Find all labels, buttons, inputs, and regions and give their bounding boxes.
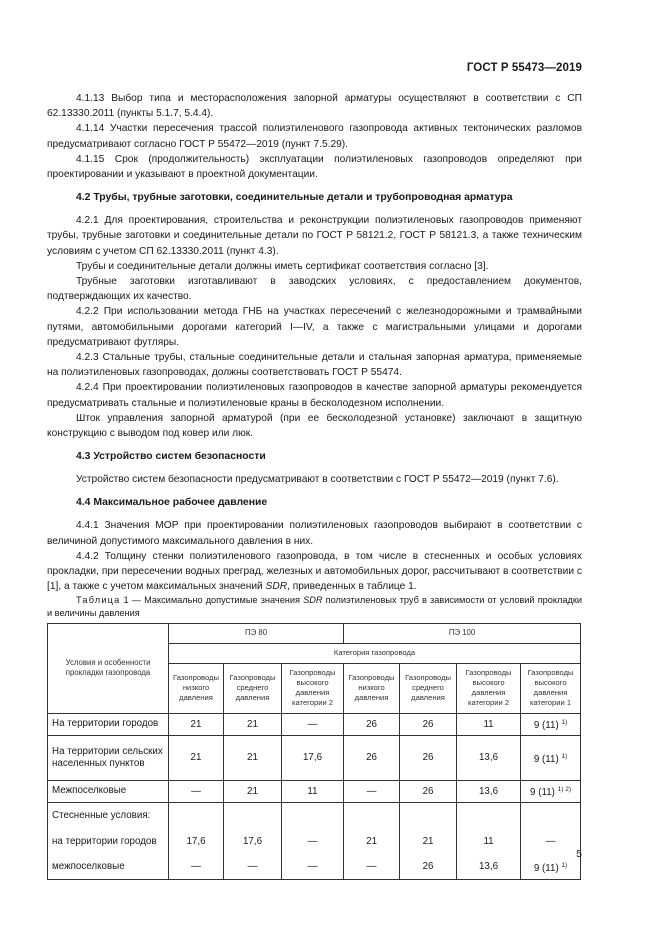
table-cell: 11 bbox=[457, 713, 521, 735]
table-cell: — bbox=[521, 829, 581, 855]
row-label: Межпоселковые bbox=[48, 780, 169, 802]
group-header-pe80: ПЭ 80 bbox=[169, 623, 344, 643]
paragraph: 4.1.14 Участки пересечения трассой полиэтиленового газопровода активных тектонических разломов предусматривают согласно ГОСТ Р 55472—2019 (пункт 7.5.29). bbox=[47, 123, 582, 150]
table-row bbox=[48, 780, 581, 802]
footnote-ref: 1) bbox=[561, 861, 568, 869]
table-cell: 26 bbox=[400, 780, 457, 802]
table-cell: 17,6 bbox=[282, 735, 344, 780]
paragraph: 4.2.4 При проектировании полиэтиленовых газопроводов в качестве запорной арматуры рекомендуется предусматривать стальные и полиэтиленовые краны в бесколодезном исполнении. bbox=[47, 382, 582, 409]
section-heading-4-4: 4.4 Максимальное рабочее давление bbox=[76, 497, 268, 509]
category-header: Категория газопровода bbox=[169, 643, 581, 663]
paragraph: 4.2.1 Для проектирования, строительства и реконструкции полиэтиленовых газопроводов применяют трубы, трубные заготовки и соединительные детали по ГОСТ Р 58121.2, ГОСТ Р 58121.3, а также техническим условиям с учетом СП 62.13330.2011 (пункт 4.3). bbox=[47, 215, 582, 257]
table-cell: — bbox=[344, 855, 400, 880]
table-cell: — bbox=[282, 829, 344, 855]
table-cell bbox=[457, 802, 521, 829]
table-cell: 13,6 bbox=[457, 780, 521, 802]
footnote-ref: 1) 2) bbox=[557, 786, 572, 794]
paragraph: Трубы и соединительные детали должны иметь сертификат соответствия согласно [3]. bbox=[76, 260, 489, 272]
table-cell bbox=[521, 735, 581, 780]
column-header: Газопроводы низкого давления bbox=[169, 663, 224, 713]
table-cell: 21 bbox=[400, 829, 457, 855]
table-cell: 13,6 bbox=[457, 735, 521, 780]
footnote-ref: 1) bbox=[561, 752, 568, 760]
table-cell: 13,6 bbox=[457, 855, 521, 880]
table-cell: — bbox=[169, 855, 224, 880]
column-header: Газопроводы высокого давления категории 2 bbox=[457, 663, 521, 713]
table-row bbox=[48, 735, 581, 780]
table-cell bbox=[169, 802, 224, 829]
table-cell: — bbox=[344, 780, 400, 802]
table-cell: 26 bbox=[344, 713, 400, 735]
table-row bbox=[48, 802, 581, 829]
paragraph: 4.2.3 Стальные трубы, стальные соединительные детали и стальная запорная арматура, применяемые на полиэтиленовых газопроводах, должны соответствовать ГОСТ Р 55474. bbox=[47, 352, 582, 379]
document-header: ГОСТ Р 55473—2019 bbox=[466, 62, 582, 74]
cell-value: 9 (11) bbox=[530, 787, 555, 799]
table-cell: 21 bbox=[224, 780, 282, 802]
row-label: На территории городов bbox=[48, 713, 169, 735]
table-caption bbox=[47, 594, 582, 619]
paragraph-text: , приведенных в таблице 1. bbox=[287, 581, 417, 593]
column-header: Газопроводы среднего давления bbox=[224, 663, 282, 713]
group-header-pe100: ПЭ 100 bbox=[344, 623, 581, 643]
table-cell bbox=[521, 780, 581, 802]
section-heading-4-2: 4.2 Трубы, трубные заготовки, соединительные детали и трубопроводная арматура bbox=[76, 192, 513, 204]
sdr-term: SDR bbox=[303, 595, 323, 606]
table-caption-label: Таблица bbox=[76, 595, 121, 606]
table-caption-text: 1 — Максимально допустимые значения bbox=[120, 595, 304, 606]
table-cell bbox=[400, 802, 457, 829]
table-cell: 17,6 bbox=[169, 829, 224, 855]
table-cell: 26 bbox=[344, 735, 400, 780]
table-caption-text: полиэтиленовых труб в зависимости от условий прокладки и величины давления bbox=[47, 595, 582, 619]
table-cell: 21 bbox=[169, 713, 224, 735]
table-cell: — bbox=[224, 855, 282, 880]
table-cell: — bbox=[282, 713, 344, 735]
table-cell: 26 bbox=[400, 713, 457, 735]
sdr-term: SDR bbox=[265, 581, 288, 593]
row-label: на территории городов bbox=[48, 829, 169, 855]
paragraph-text: 4.4.2 Толщину стенки полиэтиленового газопровода, в том числе в стесненных и особых условиях прокладки, при пересечении водных преград, железных и автомобильных дорог, рассчитывают в соответствии с [1], а также с учетом максимальных значений bbox=[47, 550, 582, 593]
row-header: Условия и особенности прокладки газопровода bbox=[48, 623, 169, 713]
footnote-ref: 1) bbox=[561, 719, 568, 727]
table-cell bbox=[282, 802, 344, 829]
table-cell: — bbox=[282, 855, 344, 880]
paragraph: 4.1.15 Срок (продолжительность) эксплуатации полиэтиленовых газопроводов определяют при проектировании и указывают в проектной документации. bbox=[47, 153, 582, 181]
table-row bbox=[48, 855, 581, 880]
page-number: 5 bbox=[576, 848, 582, 860]
table-cell: 21 bbox=[169, 735, 224, 780]
table-cell: 17,6 bbox=[224, 829, 282, 855]
row-label: На территории сельских населенных пунктов bbox=[48, 735, 169, 780]
paragraph: 4.2.2 При использовании метода ГНБ на участках пересечений с железнодорожными и трамвайными путями, автомобильными дорогами категорий I—IV, а также с магистральными улицами и дорогами предусматривают футляры. bbox=[47, 306, 582, 348]
table-cell: 26 bbox=[400, 855, 457, 880]
paragraph: Устройство систем безопасности предусматривают в соответствии с ГОСТ Р 55472—2019 (пункт 7.6). bbox=[76, 474, 559, 486]
table-cell bbox=[521, 855, 581, 880]
table-cell: — bbox=[169, 780, 224, 802]
paragraph bbox=[47, 549, 582, 595]
paragraph: 4.1.13 Выбор типа и месторасположения запорной арматуры осуществляют в соответствии с СП 62.13330.2011 (пункты 5.1.7, 5.4.4). bbox=[47, 93, 582, 120]
table-row bbox=[48, 713, 581, 735]
column-header: Газопроводы высокого давления категории 1 bbox=[521, 663, 581, 713]
table-cell bbox=[224, 802, 282, 829]
table-cell bbox=[344, 802, 400, 829]
table-cell: 11 bbox=[457, 829, 521, 855]
column-header: Газопроводы низкого давления bbox=[344, 663, 400, 713]
paragraph: 4.4.1 Значения МОР при проектировании полиэтиленовых газопроводов выбирают в соответствии с величиной допустимого максимального давления в них. bbox=[47, 520, 582, 547]
table-cell bbox=[521, 802, 581, 829]
cell-value: 9 (11) bbox=[533, 753, 559, 765]
section-heading-4-3: 4.3 Устройство систем безопасности bbox=[76, 451, 266, 463]
table-cell: 21 bbox=[224, 713, 282, 735]
table-cell: 11 bbox=[282, 780, 344, 802]
row-label: Стесненные условия: bbox=[48, 802, 169, 829]
column-header: Газопроводы среднего давления bbox=[400, 663, 457, 713]
column-header: Газопроводы высокого давления категории 2 bbox=[282, 663, 344, 713]
paragraph: Шток управления запорной арматурой (при ее бесколодезной установке) заключают в защитную конструкцию с выводом под ковер или люк. bbox=[47, 412, 582, 440]
row-label: межпоселковые bbox=[48, 855, 169, 880]
table-cell: 21 bbox=[344, 829, 400, 855]
table-cell: 21 bbox=[224, 735, 282, 780]
sdr-table bbox=[47, 623, 581, 880]
page-content bbox=[47, 91, 582, 880]
table-row bbox=[48, 829, 581, 855]
table-cell bbox=[521, 713, 581, 735]
table-cell: 26 bbox=[400, 735, 457, 780]
cell-value: 9 (11) bbox=[533, 862, 559, 874]
paragraph: Трубные заготовки изготавливают в заводских условиях, с предоставлением документов, подтверждающих их качество. bbox=[47, 276, 582, 303]
cell-value: 9 (11) bbox=[533, 720, 559, 732]
